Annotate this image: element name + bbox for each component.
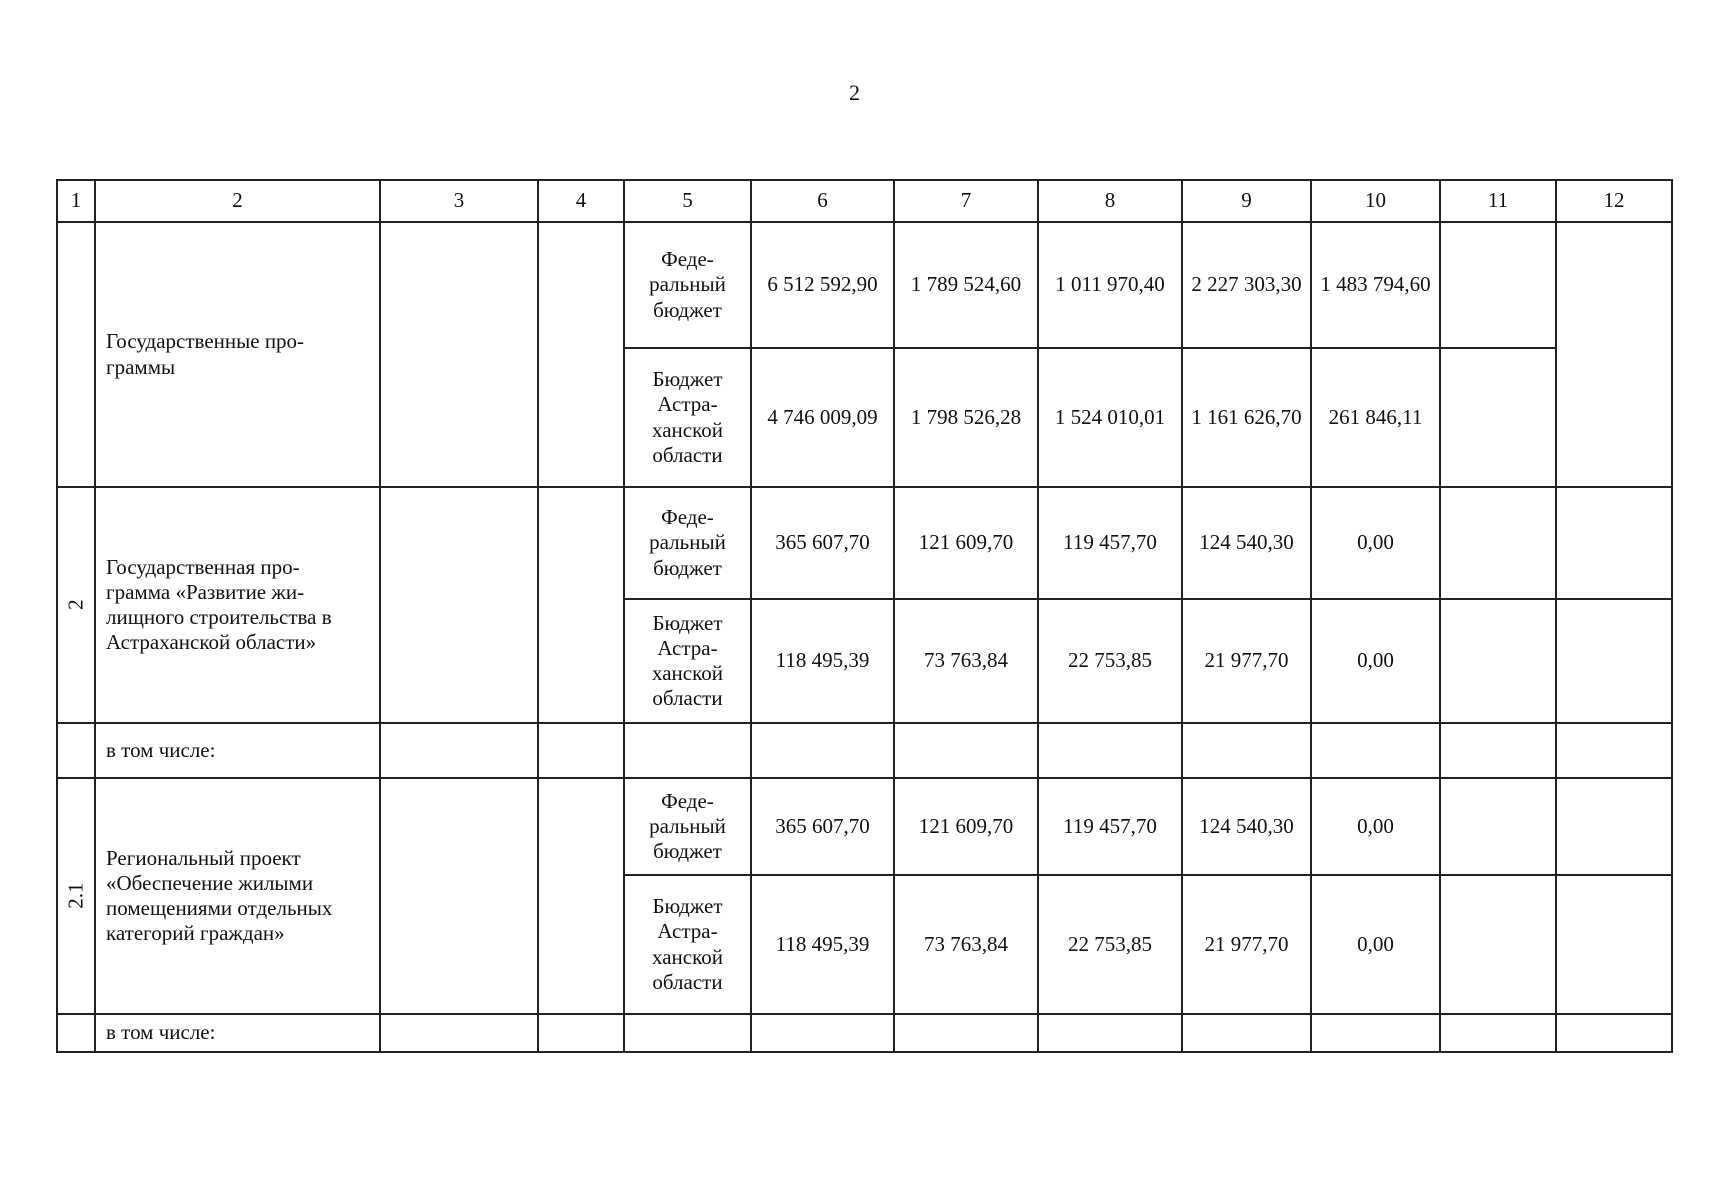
amount-cell: 0,00 [1311,487,1440,599]
empty-cell [1440,723,1556,778]
empty-cell [538,723,624,778]
amount-cell: 0,00 [1311,599,1440,723]
budget-table [56,179,1673,1053]
amount-cell: 73 763,84 [894,599,1038,723]
empty-cell [1440,487,1556,599]
empty-cell [1556,487,1672,599]
amount-cell: 365 607,70 [751,778,894,875]
amount-cell: 118 495,39 [751,599,894,723]
empty-cell [1440,348,1556,487]
empty-cell [1556,599,1672,723]
empty-cell [624,723,751,778]
amount-cell: 1 161 626,70 [1182,348,1311,487]
table-header-row [57,180,1672,222]
row-number-cell [57,222,95,487]
empty-cell [1311,1014,1440,1052]
row-number: 2 [63,599,88,611]
funding-source-cell: Бюджет Астра- ханской области [624,875,751,1014]
empty-cell [538,1014,624,1052]
column-header: 2 [95,180,380,222]
page-number: 2 [849,80,860,105]
amount-cell: 21 977,70 [1182,875,1311,1014]
empty-cell [1311,723,1440,778]
amount-cell: 1 798 526,28 [894,348,1038,487]
including-row [57,1014,1672,1052]
empty-cell [380,778,538,1014]
empty-cell [380,487,538,723]
empty-cell [380,723,538,778]
amount-cell: 261 846,11 [1311,348,1440,487]
amount-cell: 121 609,70 [894,487,1038,599]
column-header: 9 [1182,180,1311,222]
empty-cell [380,1014,538,1052]
column-header: 1 [57,180,95,222]
column-header: 3 [380,180,538,222]
empty-cell [57,1014,95,1052]
including-label: в том числе: [95,1014,380,1052]
funding-source-cell: Бюджет Астра- ханской области [624,599,751,723]
empty-cell [1440,222,1556,348]
program-name-cell: Государственная про- грамма «Развитие жи- лищного строительства в Астраханской области» [95,487,380,723]
funding-source-cell: Феде- ральный бюджет [624,778,751,875]
amount-cell: 1 011 970,40 [1038,222,1182,348]
amount-cell: 1 483 794,60 [1311,222,1440,348]
empty-cell [538,222,624,487]
amount-cell: 73 763,84 [894,875,1038,1014]
empty-cell [1038,1014,1182,1052]
column-header: 8 [1038,180,1182,222]
empty-cell [1440,875,1556,1014]
empty-cell [751,723,894,778]
funding-source-cell: Феде- ральный бюджет [624,222,751,348]
program-name-cell: Государственные про- граммы [95,222,380,487]
empty-cell [1556,723,1672,778]
empty-cell [1182,723,1311,778]
amount-cell: 119 457,70 [1038,778,1182,875]
empty-cell [624,1014,751,1052]
column-header: 5 [624,180,751,222]
row-number-cell [57,778,95,1014]
amount-cell: 1 524 010,01 [1038,348,1182,487]
empty-cell [57,723,95,778]
table-row [57,222,1672,348]
amount-cell: 118 495,39 [751,875,894,1014]
including-row [57,723,1672,778]
amount-cell: 21 977,70 [1182,599,1311,723]
empty-cell [894,723,1038,778]
row-number-cell [57,487,95,723]
amount-cell: 4 746 009,09 [751,348,894,487]
empty-cell [1556,222,1672,487]
empty-cell [380,222,538,487]
amount-cell: 124 540,30 [1182,487,1311,599]
empty-cell [538,487,624,723]
empty-cell [751,1014,894,1052]
empty-cell [1556,1014,1672,1052]
amount-cell: 124 540,30 [1182,778,1311,875]
program-name-cell: Региональный проект «Обеспечение жилыми помещениями отдельных категорий граждан» [95,778,380,1014]
column-header: 11 [1440,180,1556,222]
amount-cell: 6 512 592,90 [751,222,894,348]
empty-cell [1038,723,1182,778]
amount-cell: 2 227 303,30 [1182,222,1311,348]
amount-cell: 365 607,70 [751,487,894,599]
column-header: 10 [1311,180,1440,222]
table-body [57,222,1672,1052]
empty-cell [1440,778,1556,875]
empty-cell [1440,1014,1556,1052]
amount-cell: 22 753,85 [1038,599,1182,723]
amount-cell: 1 789 524,60 [894,222,1038,348]
empty-cell [1556,778,1672,875]
empty-cell [894,1014,1038,1052]
empty-cell [1182,1014,1311,1052]
amount-cell: 119 457,70 [1038,487,1182,599]
empty-cell [538,778,624,1014]
amount-cell: 0,00 [1311,875,1440,1014]
funding-source-cell: Бюджет Астра- ханской области [624,348,751,487]
table-row [57,778,1672,875]
column-header: 7 [894,180,1038,222]
empty-cell [1556,875,1672,1014]
amount-cell: 22 753,85 [1038,875,1182,1014]
including-label: в том числе: [95,723,380,778]
table-row [57,487,1672,599]
funding-source-cell: Феде- ральный бюджет [624,487,751,599]
amount-cell: 121 609,70 [894,778,1038,875]
row-number: 2.1 [63,882,88,910]
column-header: 6 [751,180,894,222]
amount-cell: 0,00 [1311,778,1440,875]
column-header: 12 [1556,180,1672,222]
column-header: 4 [538,180,624,222]
empty-cell [1440,599,1556,723]
